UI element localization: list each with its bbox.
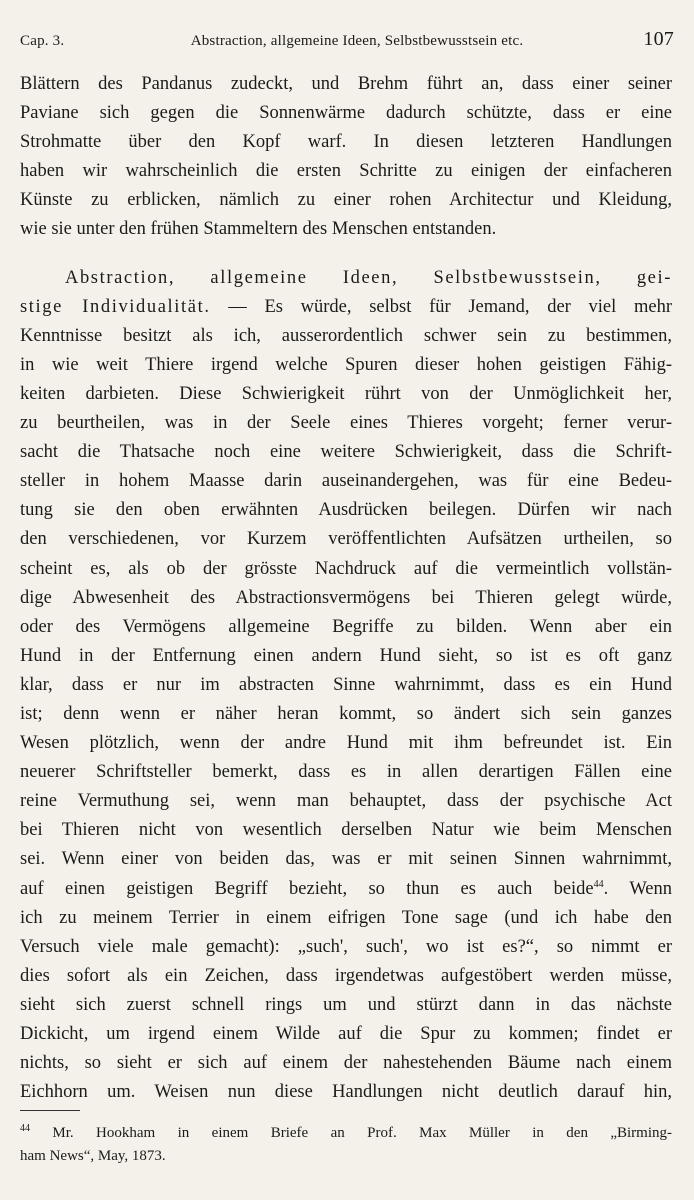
text-line: Kenntnisse besitzt als ich, ausserordentlich schwer sein zu bestimmen, [20,325,672,346]
chapter-label: Cap. 3. [20,33,65,49]
text-line: zu beurtheilen, was in der Seele eines Thieres vorgeht; ferner verur- [20,413,672,434]
text-line: den verschiedenen, vor Kurzem veröffentlichten Aufsätzen urtheilen, so [20,529,672,550]
text-line: neuerer Schriftsteller bemerkt, dass es in allen derartigen Fällen eine [20,762,672,783]
text-line: scheint es, als ob der grösste Nachdruck auf die vermeintlich vollstän- [20,558,672,579]
text-line: sieht sich zuerst schnell rings um und stürzt dann in das nächste [20,994,672,1015]
footnote-44 [20,1122,672,1168]
text-line: klar, dass er nur im abstracten Sinne wahrnimmt, dass es ein Hund [20,674,672,695]
text-line: Blättern des Pandanus zudeckt, und Brehm führt an, dass einer seiner [20,74,672,94]
page-number: 107 [643,28,674,50]
text-line: Paviane sich gegen die Sonnenwärme dadurch schützte, dass er eine [20,103,672,124]
text-run: auf einen geistigen Begriff bezieht, so thun es auch beide [20,878,594,899]
text-line: ist; denn wenn er näher heran kommt, so ändert sich sein ganzes [20,703,672,724]
text-line: reine Vermuthung sei, wenn man behauptet, dass der psychische Act [20,791,672,812]
paragraph-2-lines-cont [20,904,672,1108]
section-heading-line-1: Abstraction, allgemeine Ideen, Selbstbewusstsein, gei- [65,267,672,288]
text-line: sei. Wenn einer von beiden das, was er mit seinen Sinnen wahrnimmt, [20,849,672,870]
paragraph-1 [20,70,672,245]
text-run: — Es würde, selbst für Jemand, der viel mehr [210,296,672,317]
text-line: haben wir wahrscheinlich die ersten Schritte zu einigen der einfacheren [20,161,672,182]
text-line: in wie weit Thiere irgend welche Spuren dieser hohen geistigen Fähig- [20,354,672,375]
footnote-mark: 44 [20,1123,30,1134]
text-line: keiten darbieten. Diese Schwierigkeit rührt von der Unmöglichkeit her, [20,383,672,404]
text-line: Strohmatte über den Kopf warf. In diesen letzteren Handlungen [20,132,672,153]
text-line: Versuch viele male gemacht): „such', such', wo ist es?“, so nimmt er [20,936,672,957]
section-heading-continuation: stige Individualität. [20,296,211,317]
paragraph-2 [20,264,672,1108]
text-line: bei Thieren nicht von wesentlich derselben Natur wie beim Menschen [20,820,672,841]
footnote-line-2: ham News“, May, 1873. [20,1148,166,1164]
text-line: tung sie den oben erwähnten Ausdrücken beilegen. Dürfen wir nach [20,500,672,521]
text-line: steller in hohem Maasse darin auseinandergehen, was für eine Bedeu- [20,471,672,492]
text-line: Wesen plötzlich, wenn der andre Hund mit ihm befreundet ist. Ein [20,733,672,754]
text-line: oder des Vermögens allgemeine Begriffe zu bilden. Wenn aber ein [20,616,672,637]
text-line: dies sofort als ein Zeichen, dass irgendetwas aufgestöbert werden müsse, [20,965,672,986]
footnote-rule [20,1110,80,1111]
running-head [20,28,674,52]
footnote-ref-44[interactable]: 44 [593,878,604,890]
section-heading-line-2 [20,293,672,322]
text-line: wie sie unter den frühen Stammeltern des Menschen entstanden. [20,219,497,240]
text-run: . Wenn [603,878,673,899]
text-line: ich zu meinem Terrier in einem eifrigen Tone sage (und ich habe den [20,907,672,928]
text-line: Hund in der Entfernung einen andern Hund sieht, so ist es oft ganz [20,645,672,666]
footnote-text: Mr. Hookham in einem Briefe an Prof. Max Müller in den „Birming- [30,1125,672,1141]
running-title: Abstraction, allgemeine Ideen, Selbstbewusstsein etc. [190,33,524,49]
text-line: nichts, so sieht er sich auf einem der nahestehenden Bäume nach einem [20,1053,672,1074]
main-text [20,70,672,1107]
paragraph-2-lines [20,322,672,875]
text-line: Eichhorn um. Weisen nun diese Handlungen nicht deutlich darauf hin, [20,1082,672,1103]
text-line: dige Abwesenheit des Abstractionsvermögens bei Thieren gelegt würde, [20,587,672,608]
footnote-line-1 [20,1122,672,1145]
text-line: Dickicht, um irgend einem Wilde auf die Spur zu kommen; findet er [20,1024,672,1044]
text-line: sacht die Thatsache noch eine weitere Schwierigkeit, dass die Schrift- [20,442,672,463]
text-line: Künste zu erblicken, nämlich zu einer rohen Architectur und Kleidung, [20,190,672,211]
line-with-footnote-ref [20,875,672,904]
